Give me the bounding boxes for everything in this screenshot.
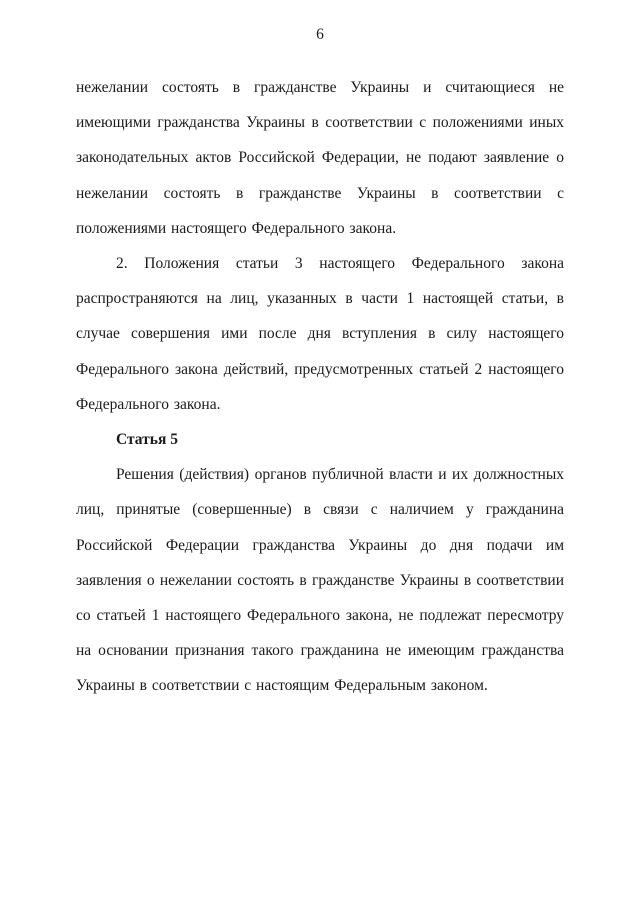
article-heading: Статья 5 [116,431,178,449]
paragraph-part-2: 2. Положения статьи 3 настоящего Федерального закона распространяются на лиц, указанных в части 1 настоящей статьи, в случае совершения ими после дня вступления в силу настоящего Федерального закона действий, предусмотренных статьей 2 настоящего Федерального закона. [76,255,564,413]
document-body [76,70,564,704]
article-5-paragraph: Решения (действия) органов публичной власти и их должностных лиц, принятые (совершенные) в связи с наличием у гражданина Российской Федерации гражданства Украины до дня подачи им заявления о нежелании состоять в гражданстве Украины в соответствии со статьей 1 настоящего Федерального закона, не подлежат пересмотру на основании признания такого гражданина не имеющим гражданства Украины в соответствии с настоящим Федеральным законом. [76,466,564,695]
page-number: 6 [316,26,324,43]
paragraph-continuation: нежелании состоять в гражданстве Украины и считающиеся не имеющими гражданства Украины в соответствии с положениями иных законодательных актов Российской Федерации, не подают заявление о нежелании состоять в гражданстве Украины в соответствии с положениями настоящего Федерального закона. [76,79,564,237]
